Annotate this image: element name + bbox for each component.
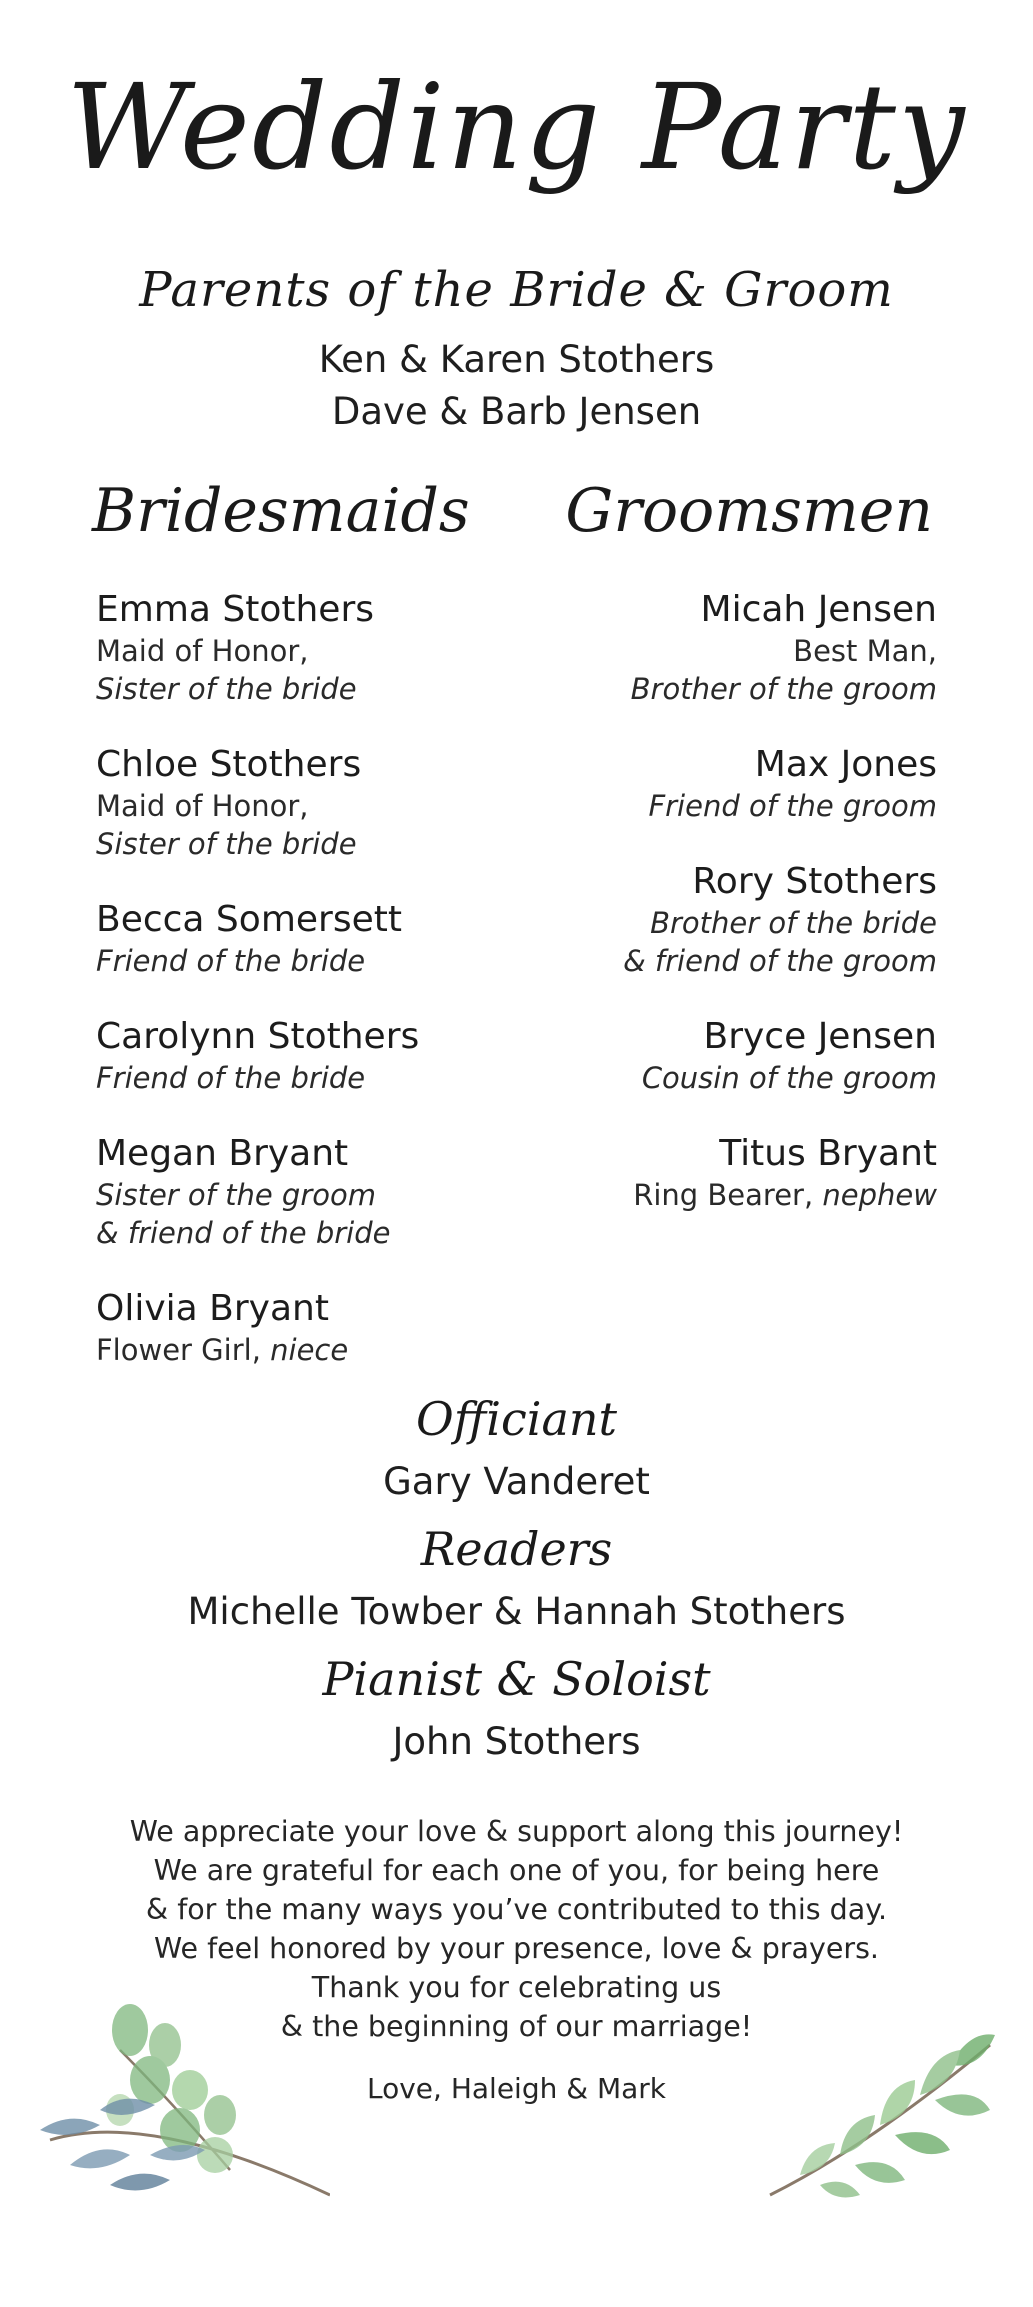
member-note: Brother of the bride [650,906,937,940]
bridesmaid-entry [96,1132,536,1252]
member-name: Chloe Stothers [96,744,362,785]
officiant-heading: Officiant [415,1392,618,1446]
pianist-heading: Pianist & Soloist [322,1652,711,1706]
groomsman-entry [497,860,937,980]
role-italic: nephew [822,1178,937,1212]
role-text: Flower Girl, [96,1333,261,1367]
groomsman-entry [497,1015,937,1097]
readers-name: Michelle Towber & Hannah Stothers [187,1590,846,1633]
member-note: Brother of the groom [630,672,937,706]
page-title: Wedding Party [66,58,967,196]
groomsman-entry [497,743,937,825]
closing-line: We are grateful for each one of you, for being here [153,1854,880,1887]
closing-line: We feel honored by your presence, love & prayers. [154,1932,879,1965]
role-italic: niece [270,1333,349,1367]
member-name: Titus Bryant [719,1133,937,1174]
parents-line: Dave & Barb Jensen [331,390,702,433]
closing-line: We appreciate your love & support along this journey! [129,1815,904,1848]
watercolor-leaves-left-icon [30,1990,330,2210]
member-role [497,1176,937,1214]
closing-line: Thank you for celebrating us [311,1971,722,2004]
signoff: Love, Haleigh & Mark [366,2072,667,2105]
closing-line: & for the many ways you’ve contributed to this day. [145,1893,888,1926]
member-role [96,1331,536,1369]
member-name: Olivia Bryant [96,1288,329,1329]
closing-line: & the beginning of our marriage! [280,2010,753,2043]
member-note: Sister of the bride [96,672,357,706]
member-note: Friend of the bride [96,1061,366,1095]
member-name: Emma Stothers [96,589,375,630]
member-note: Sister of the bride [96,827,357,861]
groomsmen-heading: Groomsmen [565,476,933,546]
member-role: Best Man, [793,634,937,668]
member-name: Carolynn Stothers [96,1016,420,1057]
member-note: Cousin of the groom [641,1061,937,1095]
member-note: Friend of the bride [96,944,366,978]
readers-heading: Readers [420,1522,613,1576]
member-name: Rory Stothers [692,861,937,902]
member-role: Maid of Honor, [96,634,309,668]
bridesmaid-entry [96,743,536,863]
officiant-name: Gary Vanderet [383,1460,650,1503]
bridesmaid-entry [96,588,536,708]
member-note: & friend of the groom [623,944,937,978]
member-note: Friend of the groom [648,789,937,823]
member-name: Megan Bryant [96,1133,349,1174]
groomsman-entry [497,1132,937,1214]
pianist-name: John Stothers [392,1720,641,1763]
groomsman-entry [497,588,937,708]
parents-heading: Parents of the Bride & Groom [139,262,894,318]
watercolor-leaves-right-icon [760,2025,1000,2205]
member-name: Micah Jensen [700,589,937,630]
bridesmaid-entry [96,1287,536,1369]
bridesmaid-entry [96,898,536,980]
bridesmaid-entry [96,1015,536,1097]
parents-line: Ken & Karen Stothers [318,338,715,381]
member-note: & friend of the bride [96,1216,391,1250]
member-name: Becca Somersett [96,899,402,940]
role-text: Ring Bearer, [633,1178,814,1212]
bridesmaids-heading: Bridesmaids [92,476,470,546]
member-role: Maid of Honor, [96,789,309,823]
member-name: Bryce Jensen [703,1016,937,1057]
member-name: Max Jones [754,744,937,785]
member-note: Sister of the groom [96,1178,376,1212]
